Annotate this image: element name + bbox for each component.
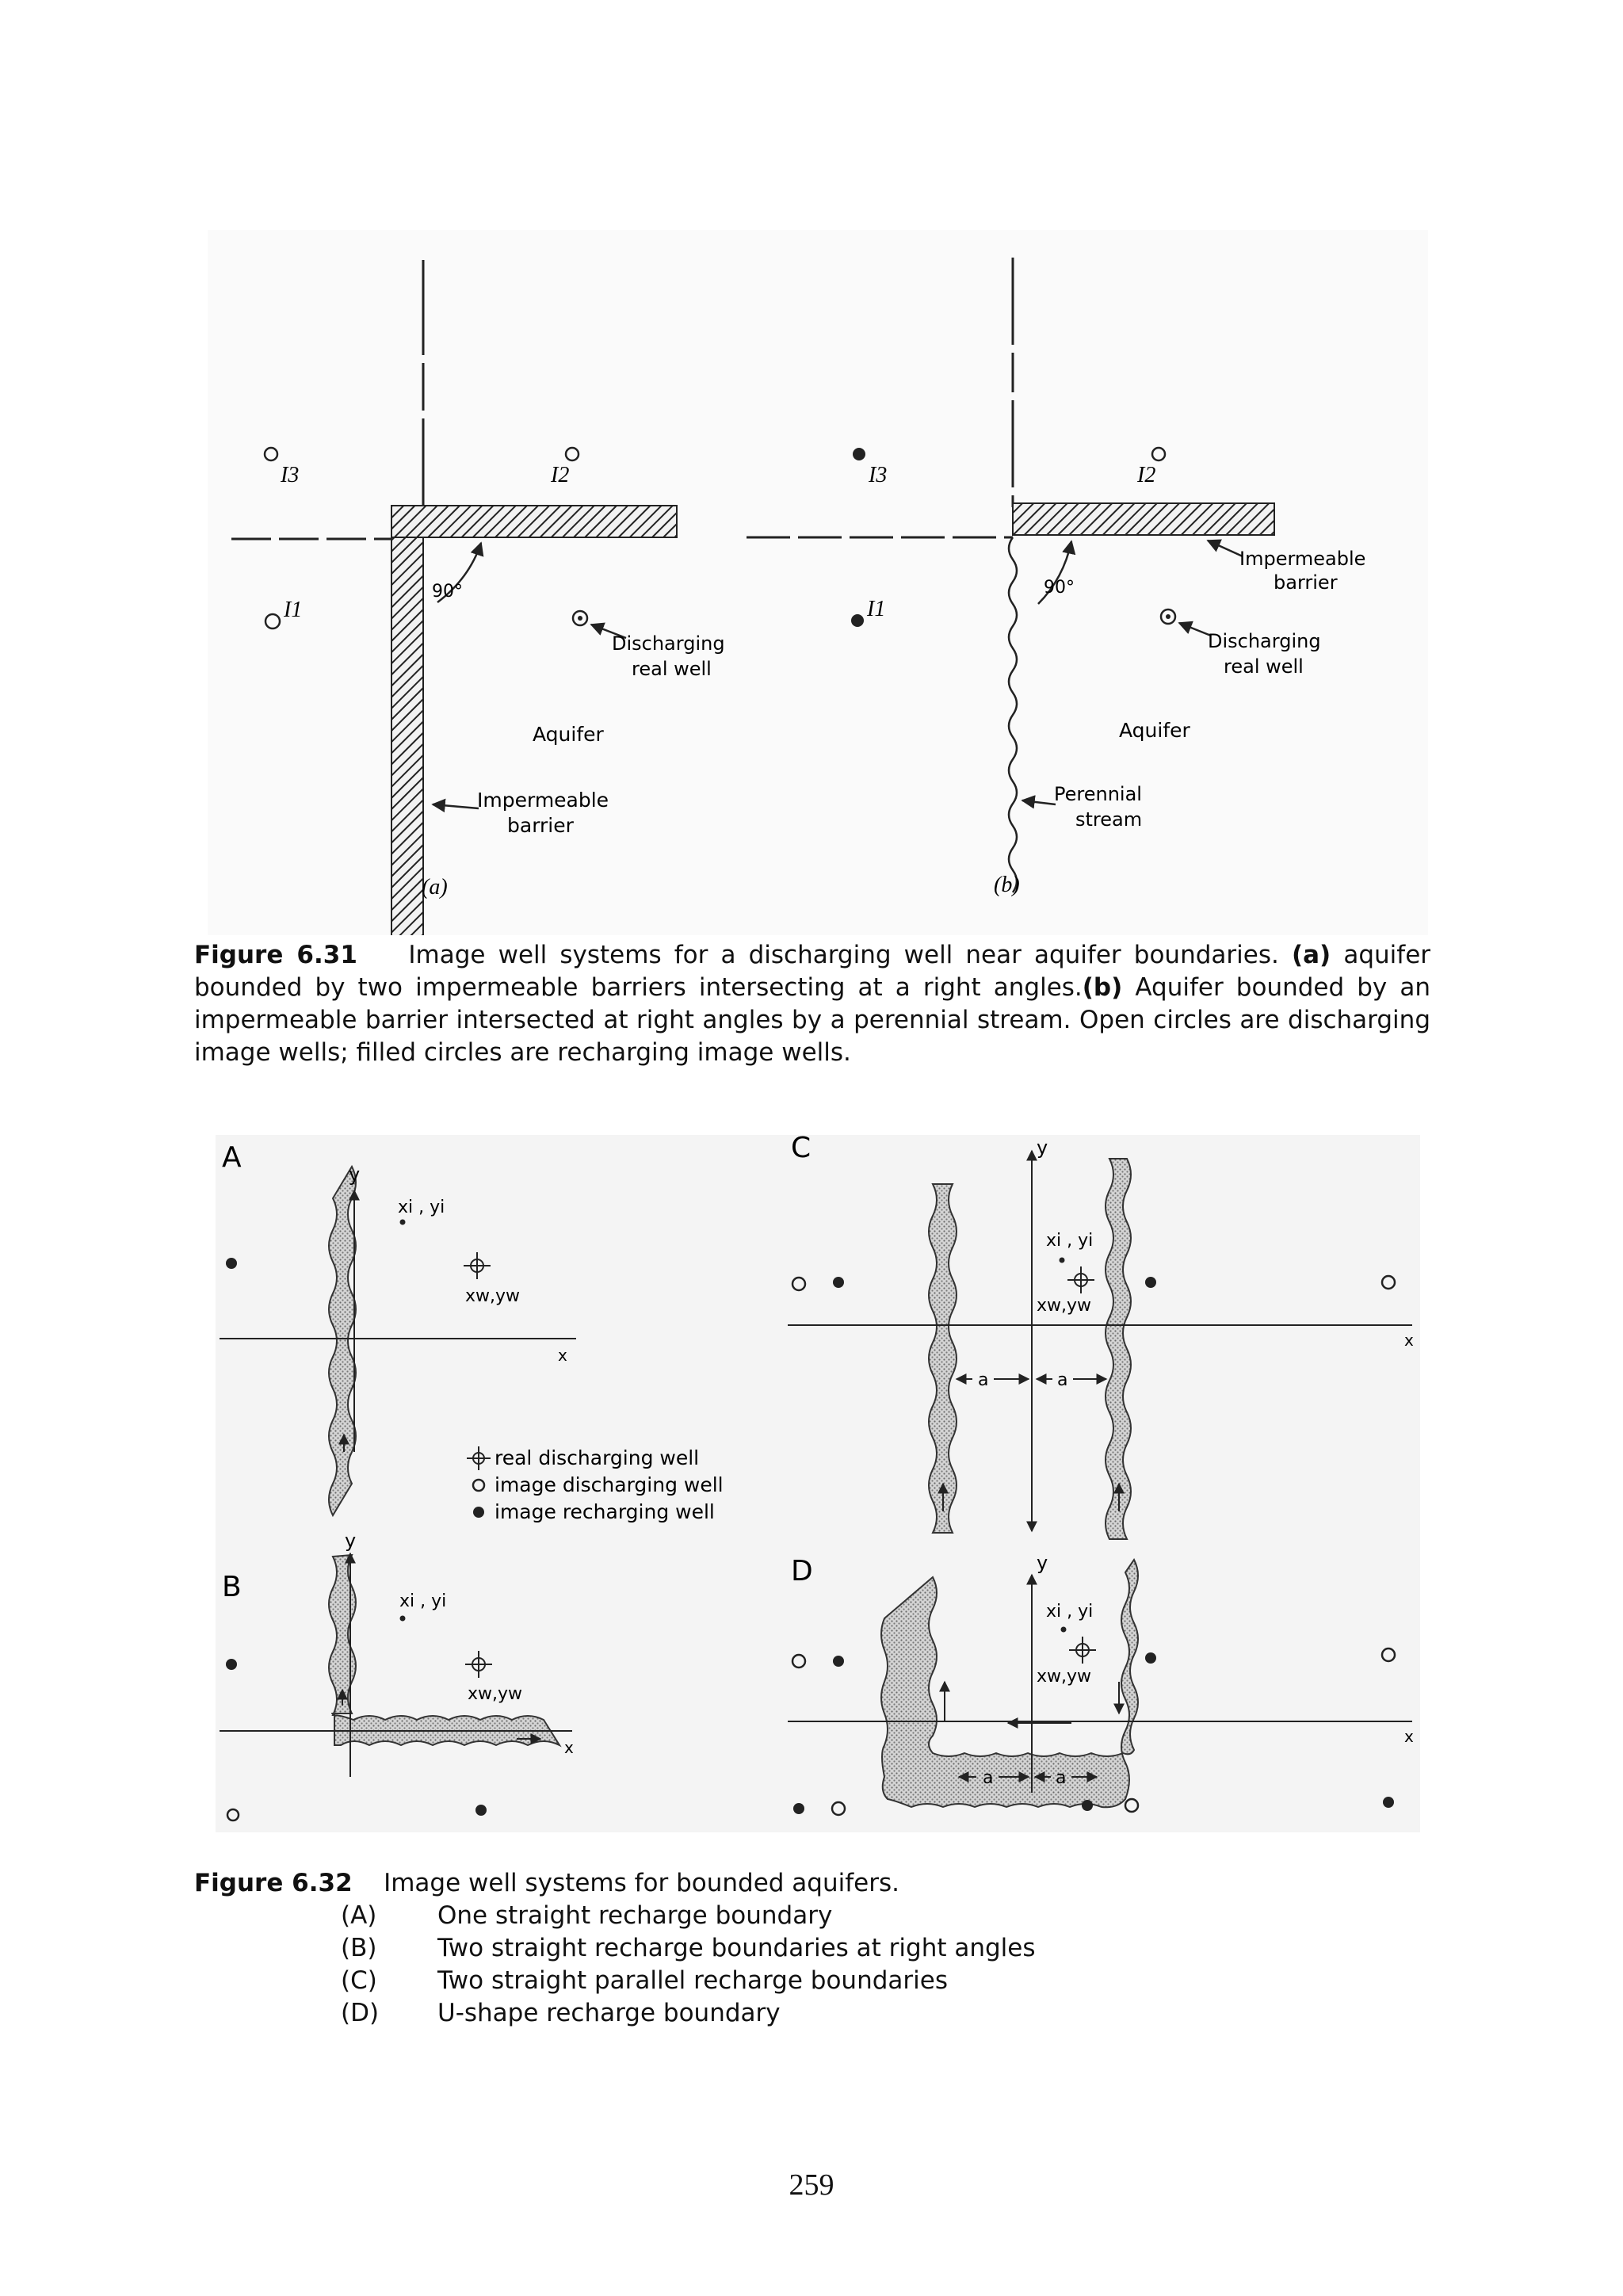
a-label-D-1: a <box>983 1768 994 1788</box>
recharge-boundary-C-left <box>929 1184 957 1533</box>
figure-6-32 <box>216 1135 1420 1832</box>
panel-C-tag: C <box>791 1135 812 1164</box>
caption-item-tag: (C) <box>341 1966 377 1995</box>
legend-image-recharging-label: image recharging well <box>495 1500 715 1523</box>
caption-item-tag: (B) <box>341 1934 377 1962</box>
label-aquifer-b: Aquifer <box>1119 719 1190 742</box>
caption-item-tag: (D) <box>341 1999 380 2027</box>
point-xi-C <box>1060 1258 1065 1263</box>
y-label-A: y <box>349 1163 361 1186</box>
label-angle-b: 90° <box>1044 578 1075 598</box>
caption-item-text: Two straight parallel recharge boundaries <box>437 1966 948 1995</box>
legend <box>467 1446 724 1523</box>
caption-item-tag: (A) <box>341 1901 377 1930</box>
caption-item-A <box>341 1900 832 1932</box>
label-aquifer: Aquifer <box>533 723 604 746</box>
caption-item-C <box>341 1965 948 1997</box>
caption-item-D <box>341 1997 781 2030</box>
point-xi-D <box>1061 1627 1067 1633</box>
image-recharging-well-B-1 <box>226 1659 237 1670</box>
caption-text-1: Image well systems for a discharging well near aquifer boundaries. <box>408 941 1279 969</box>
image-recharging-well-A <box>226 1258 237 1269</box>
x-label-B: x <box>564 1738 574 1757</box>
label-real-well-b: real well <box>1224 655 1304 678</box>
y-label-C: y <box>1037 1137 1048 1159</box>
point-xi-B <box>400 1616 406 1622</box>
a-label-D-2: a <box>1056 1768 1067 1788</box>
image-recharging-well-D-4 <box>1082 1800 1093 1811</box>
figure-6-31-caption <box>194 939 1430 1069</box>
xw-label-C: xw,yw <box>1037 1296 1092 1316</box>
label-i3: I3 <box>281 463 300 487</box>
label-i2-b: I2 <box>1137 463 1156 487</box>
y-label-D: y <box>1037 1552 1048 1574</box>
figure-6-32-caption <box>194 1867 1430 1900</box>
caption-figure-number: Figure 6.31 <box>194 941 357 969</box>
legend-filled-circle-icon <box>473 1507 484 1518</box>
image-recharging-well-B-2 <box>475 1805 487 1816</box>
caption-text-2: aquifer bounded by two impermeable barriers intersecting at a right angles. <box>194 941 1431 1002</box>
caption-tag-b: (b) <box>1082 973 1123 1002</box>
impermeable-barrier-b <box>1013 503 1274 535</box>
label-i1-b: I1 <box>867 597 886 621</box>
image-recharging-well-D-5 <box>1383 1797 1394 1808</box>
xw-label-D: xw,yw <box>1037 1667 1092 1687</box>
y-label-B: y <box>345 1530 357 1552</box>
image-well-i3-filled <box>853 448 865 460</box>
panel-b-tag: (b) <box>994 873 1020 897</box>
xi-label-C: xi , yi <box>1046 1231 1094 1251</box>
image-recharging-well-D-1 <box>833 1656 844 1667</box>
xi-label-B: xi , yi <box>399 1591 447 1611</box>
caption-item-text: Two straight recharge boundaries at right angles <box>437 1934 1036 1962</box>
label-barrier-b: barrier <box>1274 571 1338 594</box>
legend-real-label: real discharging well <box>495 1446 700 1469</box>
xw-label-A: xw,yw <box>465 1286 521 1306</box>
image-recharging-well-D-3 <box>793 1803 804 1814</box>
caption-figure-number-32: Figure 6.32 <box>194 1869 353 1897</box>
x-label-A: x <box>558 1346 567 1365</box>
label-i1: I1 <box>284 598 303 622</box>
image-well-i1-filled <box>851 614 864 627</box>
label-impermeable-b: Impermeable <box>1239 548 1366 570</box>
label-real-well: real well <box>632 658 712 680</box>
panel-a-tag: (a) <box>422 875 448 900</box>
figure-6-31 <box>208 230 1428 935</box>
caption-item-text: U-shape recharge boundary <box>437 1999 781 2027</box>
panel-B-tag: B <box>222 1571 242 1603</box>
xi-label-D: xi , yi <box>1046 1602 1094 1622</box>
image-recharging-well-C-1 <box>833 1277 844 1288</box>
xw-label-B: xw,yw <box>468 1684 523 1704</box>
caption-title-32: Image well systems for bounded aquifers. <box>384 1869 899 1897</box>
label-discharging-b: Discharging <box>1208 630 1321 652</box>
label-barrier: barrier <box>507 814 574 837</box>
point-xi-A <box>400 1220 406 1225</box>
label-impermeable: Impermeable <box>477 789 609 812</box>
a-label-C-1: a <box>978 1370 989 1390</box>
xi-label-A: xi , yi <box>398 1198 445 1217</box>
label-i3-b: I3 <box>869 463 888 487</box>
vertical-impermeable-barrier <box>391 537 423 935</box>
caption-text-3: Aquifer bounded by an impermeable barrier intersected at right angles by a perennial stream. Open circles are discharging image wells; filled circles are recharging image wells. <box>194 973 1430 1067</box>
label-angle: 90° <box>432 582 463 602</box>
label-perennial: Perennial <box>1054 783 1142 805</box>
panel-D-tag: D <box>791 1555 813 1587</box>
legend-image-discharging-label: image discharging well <box>495 1473 724 1496</box>
caption-tag-a: (a) <box>1291 941 1331 969</box>
label-i2: I2 <box>551 463 570 487</box>
caption-item-B <box>341 1932 1036 1965</box>
image-recharging-well-D-2 <box>1145 1652 1156 1664</box>
a-label-C-2: a <box>1057 1370 1068 1390</box>
label-stream: stream <box>1075 808 1143 831</box>
x-label-C: x <box>1404 1331 1414 1350</box>
page-number: 259 <box>789 2168 834 2202</box>
panel-A-tag: A <box>222 1141 242 1174</box>
label-discharging: Discharging <box>612 632 725 655</box>
x-label-D: x <box>1404 1727 1414 1746</box>
image-recharging-well-C-2 <box>1145 1277 1156 1288</box>
caption-item-text: One straight recharge boundary <box>437 1901 833 1930</box>
horizontal-impermeable-barrier <box>391 506 677 537</box>
